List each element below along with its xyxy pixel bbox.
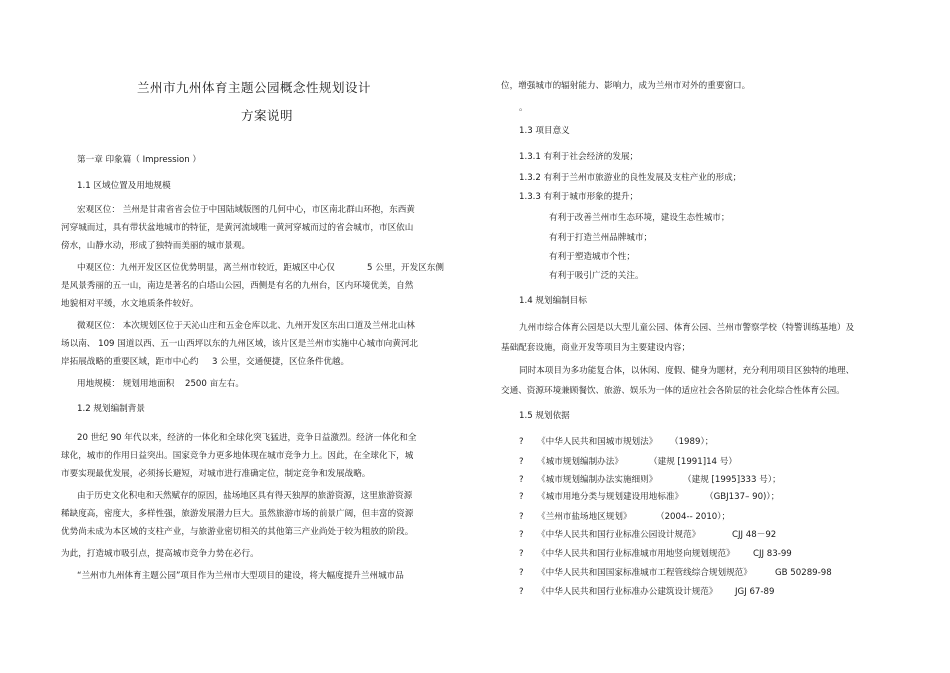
paragraph-line: 基础配套设施，商业开发等项目为主要建设内容； bbox=[501, 343, 691, 353]
paragraph-line: 2500 亩左右。 bbox=[185, 379, 244, 389]
paragraph-line: 傍水，山静水动，形成了独特而美丽的城市景观。 bbox=[61, 241, 251, 251]
reference-code: JGJ 67-89 bbox=[735, 587, 775, 597]
reference-bullet: ? bbox=[519, 457, 524, 467]
paragraph-line: 市要实现最优发展，必须扬长避短，对城市进行准确定位，制定竞争和发展战略。 bbox=[61, 469, 371, 479]
reference-code: （1989）； bbox=[670, 437, 714, 447]
document-subtitle: 方案说明 bbox=[241, 108, 294, 123]
reference-code: CJJ 48－92 bbox=[732, 530, 777, 540]
paragraph-line: 为此，打造城市吸引点，提高城市竞争力势在必行。 bbox=[61, 549, 259, 559]
paragraph-line: 球化，城市的作用日益突出。国家竞争力更多地体现在城市竞争力上。因此，在全球化下，城 bbox=[61, 451, 414, 461]
paragraph-line: 。 bbox=[519, 103, 528, 113]
reference-code: （建规 [1991]14 号） bbox=[649, 457, 737, 467]
section-heading-1-5: 1.5 规划依据 bbox=[519, 411, 570, 421]
list-item: 1.3.3 有利于城市形象的提升； bbox=[519, 192, 639, 202]
reference-bullet: ? bbox=[519, 492, 524, 502]
section-heading-1-4: 1.4 规划编制目标 bbox=[519, 296, 587, 306]
sub-list-item: 有利于打造兰州品牌城市； bbox=[549, 233, 653, 243]
document-title: 兰州市九州体育主题公园概念性规划设计 bbox=[137, 80, 372, 95]
reference-title: 《城市用地分类与规划建设用地标准》 bbox=[537, 492, 684, 502]
reference-code: （建规 [1995]333 号）； bbox=[683, 475, 781, 485]
paragraph-line: 岸拓展战略的重要区域，距市中心约 bbox=[61, 357, 199, 367]
reference-title: 《中华人民共和国行业标准公园设计规范》 bbox=[537, 530, 701, 540]
reference-title: 《兰州市盐场地区规划》 bbox=[537, 512, 632, 522]
chapter-heading: 第一章 印象篇（ Impression ） bbox=[77, 155, 201, 165]
reference-title: 《中华人民共和国行业标准办公建筑设计规范》 bbox=[537, 587, 718, 597]
reference-bullet: ? bbox=[519, 475, 524, 485]
reference-code: （2004-- 2010）； bbox=[656, 512, 731, 522]
paragraph-line: 是风景秀丽的五一山，南边是著名的白塔山公园，西侧是有名的九州台，区内环境优美，自然 bbox=[61, 281, 414, 291]
paragraph-line: 5 公里，开发区东侧 bbox=[367, 263, 444, 273]
sub-list-item: 有利于塑造城市个性； bbox=[549, 252, 635, 262]
paragraph-line: 同时本项目为多功能复合体，以休闲、度假、健身为题材，充分利用项目区独特的地理、 bbox=[519, 366, 855, 376]
reference-bullet: ? bbox=[519, 587, 524, 597]
paragraph-line: 九州市综合体育公园是以大型儿童公园、体育公园、兰州市警察学校（特警训练基地）及 bbox=[519, 323, 855, 333]
paragraph-line: 由于历史文化积电和天然赋存的原因，盐场地区具有得天独厚的旅游资源，这里旅游资源 bbox=[77, 491, 413, 501]
paragraph-line: 3 公里，交通便捷，区位条件优越。 bbox=[212, 357, 350, 367]
list-item: 1.3.2 有利于兰州市旅游业的良性发展及支柱产业的形成； bbox=[519, 173, 742, 183]
reference-bullet: ? bbox=[519, 549, 524, 559]
paragraph-line: 位，增强城市的辐射能力、影响力，成为兰州市对外的重要窗口。 bbox=[501, 81, 751, 91]
reference-bullet: ? bbox=[519, 512, 524, 522]
paragraph-line: “兰州市九州体育主题公园”项目作为兰州市大型项目的建设，将大幅度提升兰州城市品 bbox=[77, 571, 404, 581]
reference-bullet: ? bbox=[519, 530, 524, 540]
paragraph-line: 河穿城而过，具有带状盆地城市的特征，是黄河流域唯一黄河穿城而过的省会城市，市区依山 bbox=[61, 223, 414, 233]
paragraph-line: 交通、资源环境兼顾餐饮、旅游、娱乐为一体的适应社会各阶层的社会化综合性体育公园。 bbox=[501, 386, 845, 396]
reference-title: 《城市规划编制办法》 bbox=[537, 457, 623, 467]
reference-bullet: ? bbox=[519, 437, 524, 447]
paragraph-line: 宏观区位： 兰州是甘肃省省会位于中国陆域版图的几何中心，市区南北群山环抱，东西黄 bbox=[77, 205, 415, 215]
reference-code: CJJ 83-99 bbox=[753, 549, 792, 559]
list-item: 1.3.1 有利于社会经济的发展； bbox=[519, 152, 639, 162]
reference-title: 《中华人民共和国国家标准城市工程管线综合规划规范》 bbox=[537, 568, 752, 578]
reference-code: （GBJ137– 90)）； bbox=[705, 492, 780, 502]
reference-title: 《中华人民共和国城市规划法》 bbox=[537, 437, 658, 447]
paragraph-line: 中观区位：九州开发区区位优势明显，离兰州市较近，距城区中心仅 bbox=[77, 263, 335, 273]
section-heading-1-1: 1.1 区域位置及用地规模 bbox=[77, 181, 171, 191]
sub-list-item: 有利于改善兰州市生态环境，建设生态性城市； bbox=[549, 213, 730, 223]
reference-title: 《中华人民共和国行业标准城市用地竖向规划规范》 bbox=[537, 549, 735, 559]
reference-title: 《城市规划编制办法实施细则》 bbox=[537, 475, 658, 485]
paragraph-line: 场以南、 109 国道以西、五一山西坪以东的九州区域，该片区是兰州市实施中心城市向黄河北 bbox=[61, 339, 419, 349]
paragraph-line: 优势尚未成为本区域的支柱产业，与旅游业密切相关的其他第三产业尚处于较为粗放的阶段。 bbox=[61, 527, 414, 537]
right-page bbox=[475, 0, 950, 673]
reference-bullet: ? bbox=[519, 568, 524, 578]
section-heading-1-3: 1.3 项目意义 bbox=[519, 126, 570, 136]
paragraph-line: 稀缺度高，密度大，多样性强，旅游发展潜力巨大。虽然旅游市场的前景广阔，但丰富的资源 bbox=[61, 509, 414, 519]
paragraph-line: 微观区位： 本次规划区位于天沁山庄和五金仓库以北、九州开发区东出口道及兰州北山林 bbox=[77, 321, 415, 331]
paragraph-line: 20 世纪 90 年代以来，经济的一体化和全球化突飞猛进，竞争日益激烈。经济一体化和全 bbox=[77, 433, 417, 443]
sub-list-item: 有利于吸引广泛的关注。 bbox=[549, 271, 644, 281]
paragraph-line: 地貌相对平缓，水文地质条件较好。 bbox=[61, 299, 199, 309]
section-heading-1-2: 1.2 规划编制背景 bbox=[77, 404, 145, 414]
reference-code: GB 50289-98 bbox=[775, 568, 832, 578]
paragraph-line: 用地规模： 规划用地面积 bbox=[77, 379, 175, 389]
